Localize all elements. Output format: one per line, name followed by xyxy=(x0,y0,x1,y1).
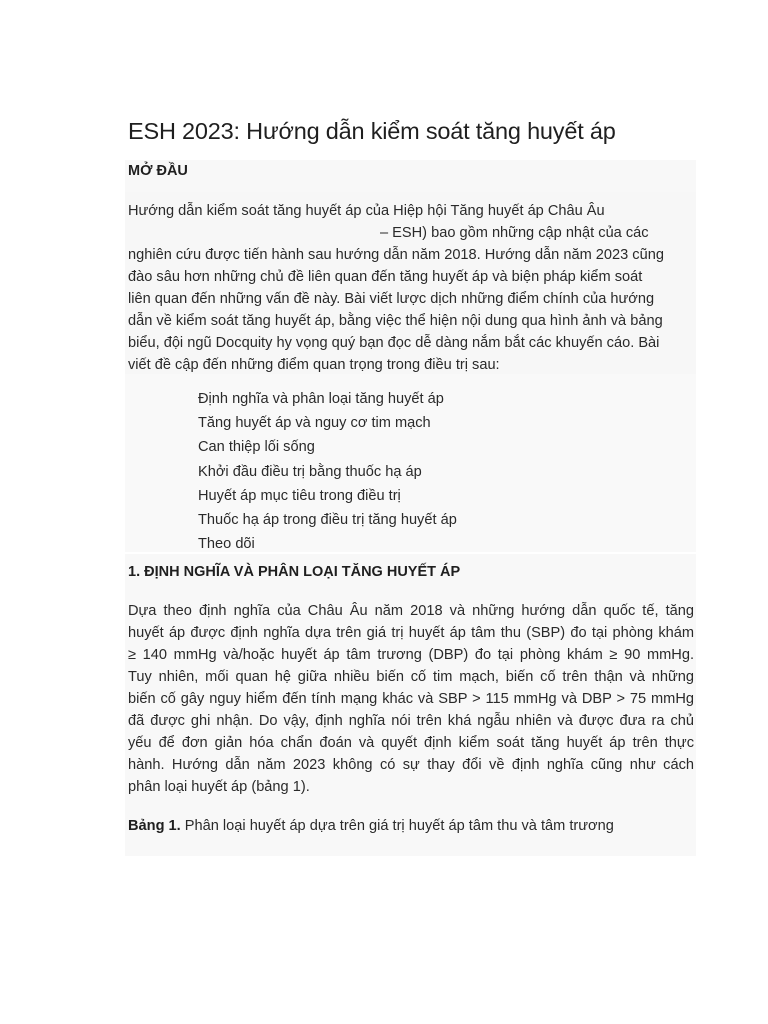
intro-line: đào sâu hơn những chủ đề liên quan đến tăng huyết áp và biện pháp kiểm soát xyxy=(128,269,643,285)
table-caption-label: Bảng 1. xyxy=(128,818,181,834)
intro-heading-background xyxy=(125,160,696,192)
section1-line: biến cố gây nguy hiểm đến tính mạng khác và SBP > 115 mmHg và DBP > 75 mmHg xyxy=(128,691,694,707)
topic-item: Tăng huyết áp và nguy cơ tim mạch xyxy=(198,415,431,432)
intro-heading: MỞ ĐẦU xyxy=(128,163,188,179)
topic-list xyxy=(198,387,457,556)
table-caption xyxy=(128,818,614,834)
topic-item: Định nghĩa và phân loại tăng huyết áp xyxy=(198,391,444,407)
topic-item: Can thiệp lối sống xyxy=(198,439,315,456)
intro-paragraph xyxy=(128,200,694,376)
section1-line: đã được ghi nhận. Do vậy, định nghĩa nói trên khá ngẫu nhiên và được đưa ra chủ xyxy=(128,713,694,729)
section1-line: ≥ 140 mmHg và/hoặc huyết áp tâm trương (DBP) đo tại phòng khám ≥ 90 mmHg. xyxy=(128,647,694,663)
intro-line: Hướng dẫn kiểm soát tăng huyết áp của Hiệp hội Tăng huyết áp Châu Âu xyxy=(128,203,605,219)
section1-line: yếu để đơn giản hóa chẩn đoán và quyết định kiểm soát tăng huyết áp trên thực xyxy=(128,735,694,751)
section1-line: hành. Hướng dẫn năm 2023 không có sự thay đổi về định nghĩa cũng như cách xyxy=(128,757,694,773)
section1-line: Tuy nhiên, mối quan hệ giữa nhiều biến cố tim mạch, biến cố trên thận và những xyxy=(128,669,694,685)
intro-line: nghiên cứu được tiến hành sau hướng dẫn năm 2018. Hướng dẫn năm 2023 cũng xyxy=(128,247,664,263)
intro-line: dẫn về kiểm soát tăng huyết áp, bằng việc thể hiện nội dung qua hình ảnh và bảng xyxy=(128,313,663,329)
table-caption-text: Phân loại huyết áp dựa trên giá trị huyết áp tâm thu và tâm trương xyxy=(184,818,614,834)
section1-line: huyết áp được định nghĩa dựa trên giá trị huyết áp tâm thu (SBP) đo tại phòng khám xyxy=(128,625,694,641)
intro-line: liên quan đến những vấn đề này. Bài viết lược dịch những điểm chính của hướng xyxy=(128,291,655,307)
intro-line: – ESH) bao gồm những cập nhật của các xyxy=(380,225,649,241)
topic-item: Khởi đầu điều trị bằng thuốc hạ áp xyxy=(198,463,422,480)
intro-line: biểu, đội ngũ Docquity hy vọng quý bạn đọc dễ dàng nắm bắt các khuyến cáo. Bài xyxy=(128,335,660,351)
topic-item: Theo dõi xyxy=(198,536,255,553)
section1-line: phân loại huyết áp (bảng 1). xyxy=(128,779,310,795)
document-title: ESH 2023: Hướng dẫn kiểm soát tăng huyết áp xyxy=(128,118,616,144)
section1-line: Dựa theo định nghĩa của Châu Âu năm 2018 và những hướng dẫn quốc tế, tăng xyxy=(128,603,694,619)
intro-line: viết đề cập đến những điểm quan trọng trong điều trị sau: xyxy=(128,357,500,373)
section1-paragraph xyxy=(128,600,694,798)
section1-heading: 1. ĐỊNH NGHĨA VÀ PHÂN LOẠI TĂNG HUYẾT ÁP xyxy=(128,564,461,580)
topic-item: Thuốc hạ áp trong điều trị tăng huyết áp xyxy=(198,512,457,529)
topic-item: Huyết áp mục tiêu trong điều trị xyxy=(198,487,401,504)
